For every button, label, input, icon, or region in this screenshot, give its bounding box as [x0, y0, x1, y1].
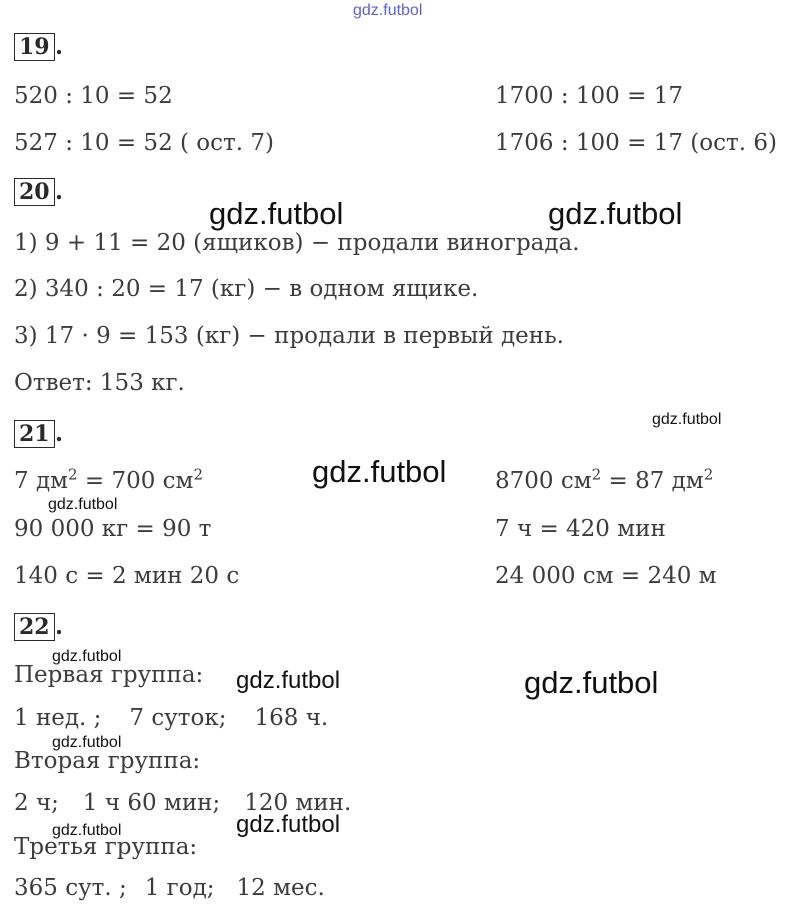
problem-21-row-3-left: 140 с = 2 мин 20 с: [14, 563, 240, 589]
watermark-6: gdz.futbol: [52, 648, 122, 665]
problem-20-dot: .: [55, 178, 64, 205]
group-2-title: Вторая группа:: [14, 748, 201, 774]
problem-19-right-line-2: 1706 : 100 = 17 (ост. 6): [495, 130, 777, 156]
group-3-title: Третья группа:: [14, 834, 198, 860]
problem-20-number: 20: [14, 178, 55, 206]
problem-22-dot: .: [55, 613, 64, 640]
watermark-11: gdz.futbol: [52, 822, 122, 839]
group-1-items: 1 нед. ; 7 суток; 168 ч.: [14, 705, 329, 731]
problem-21-row-1-left: 7 $дм^2 = 700$ $см^2$: [14, 465, 203, 494]
problem-20-answer: Ответ: 153 кг.: [14, 370, 185, 396]
group-2-items: 2 ч; 1 ч 60 мин; 120 мин.: [14, 790, 352, 816]
watermark-3: gdz.futbol: [652, 411, 722, 428]
problem-19-left-line-2: 527 : 10 = 52 ( ост. 7): [14, 130, 274, 156]
problem-19-left-line-1: 520 : 10 = 52: [14, 83, 173, 109]
group-1-title: Первая группа:: [14, 662, 204, 688]
problem-20-line-3: 3) 17 · 9 = 153 (кг) − продали в первый день.: [14, 323, 564, 349]
watermark-9: gdz.futbol: [52, 734, 122, 751]
problem-19-right-line-1: 1700 : 100 = 17: [495, 83, 683, 109]
watermark-10: gdz.futbol: [236, 811, 341, 838]
group-3-items: 365 сут. ; 1 год; 12 мес.: [14, 875, 325, 901]
watermark-1: gdz.futbol: [209, 196, 344, 231]
problem-21-row-2-right: 7 ч = 420 мин: [495, 516, 666, 542]
problem-21-number: 21: [14, 420, 55, 448]
watermark-4: gdz.futbol: [312, 454, 447, 489]
problem-19-dot: .: [55, 33, 64, 60]
problem-21-dot: .: [55, 420, 64, 447]
problem-21-row-1-right: 8700 $см^2 = 87$ $дм^2$: [495, 465, 714, 494]
problem-20-line-2: 2) 340 : 20 = 17 (кг) − в одном ящике.: [14, 276, 479, 302]
watermark-top: gdz.futbol: [353, 2, 423, 19]
watermark-7: gdz.futbol: [236, 667, 341, 694]
watermark-5: gdz.futbol: [48, 496, 118, 513]
watermark-2: gdz.futbol: [548, 196, 683, 231]
problem-21-row-2-left: 90 000 кг = 90 т: [14, 516, 212, 542]
watermark-8: gdz.futbol: [524, 665, 659, 700]
problem-21-row-3-right: 24 000 см = 240 м: [495, 563, 717, 589]
problem-19-number: 19: [14, 33, 55, 61]
problem-20-line-1: 1) 9 + 11 = 20 (ящиков) − продали винограда.: [14, 230, 580, 256]
problem-22-number: 22: [14, 613, 55, 641]
